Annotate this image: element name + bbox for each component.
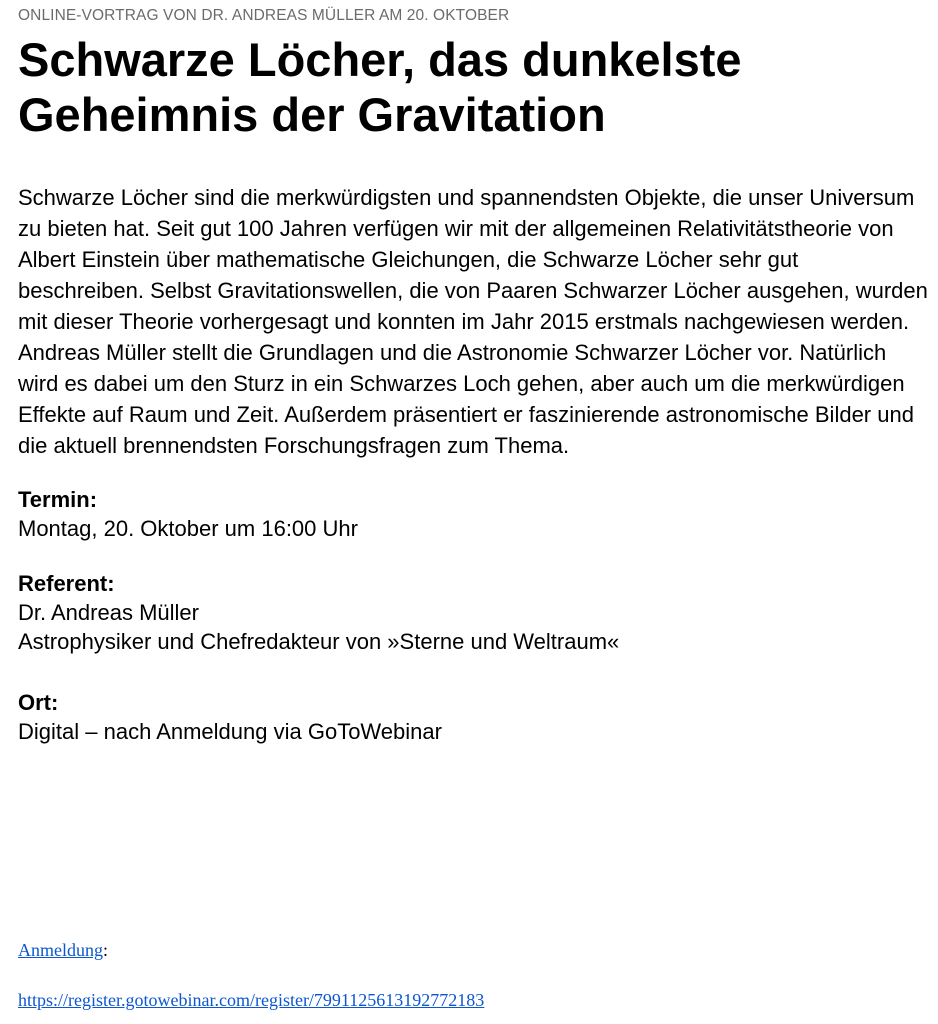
article-title: [18, 32, 928, 142]
referent-role: Astrophysiker und Chefredakteur von »Sterne und Weltraum«: [18, 629, 620, 654]
termin-value: Montag, 20. Oktober um 16:00 Uhr: [18, 516, 358, 541]
registration-footer: [18, 938, 928, 1012]
termin-label: Termin:: [18, 487, 98, 512]
details-termin: [18, 485, 928, 543]
anmeldung-link[interactable]: Anmeldung: [18, 940, 103, 960]
register-url-line: [18, 988, 928, 1012]
article: [18, 6, 928, 746]
article-paragraph-1: Schwarze Löcher sind die merkwürdigsten und spannendsten Objekte, die unser Universum zu bieten hat. Seit gut 100 Jahren verfügen wir mit der allgemeinen Relativitätstheorie von Albert Einstein über mathematische Gleichungen, die Schwarze Löcher sehr gut beschreiben. Selbst Gravitationswellen, die von Paaren Schwarzer Löcher ausgehen, wurden mit dieser Theorie vorhergesagt und konnten im Jahr 2015 erstmals nachgewiesen werden.: [18, 185, 928, 334]
anmeldung-colon: :: [103, 940, 109, 960]
anmeldung-line: [18, 938, 928, 962]
article-paragraph-2: Andreas Müller stellt die Grundlagen und die Astronomie Schwarzer Löcher vor. Natürlich wird es dabei um den Sturz in ein Schwarzes Loch gehen, aber auch um die merkwürdigen Effekte auf Raum und Zeit. Außerdem präsentiert er faszinierende astronomische Bilder und die aktuell brennendsten Forschungsfragen zum Thema.: [18, 340, 914, 458]
details-ort: [18, 688, 928, 746]
ort-label: Ort:: [18, 690, 59, 715]
ort-value: Digital – nach Anmeldung via GoToWebinar: [18, 719, 442, 744]
article-title-line-2: Geheimnis der Gravitation: [18, 88, 606, 141]
article-kicker: ONLINE-VORTRAG VON DR. ANDREAS MÜLLER AM 20. OKTOBER: [18, 7, 510, 24]
referent-label: Referent:: [18, 571, 115, 596]
referent-name: Dr. Andreas Müller: [18, 600, 199, 625]
details-referent: [18, 569, 928, 656]
article-title-line-1: Schwarze Löcher, das dunkelste: [18, 33, 742, 86]
article-body: [18, 182, 928, 461]
register-url-link[interactable]: https://register.gotowebinar.com/register/7991125613192772183: [18, 990, 485, 1010]
